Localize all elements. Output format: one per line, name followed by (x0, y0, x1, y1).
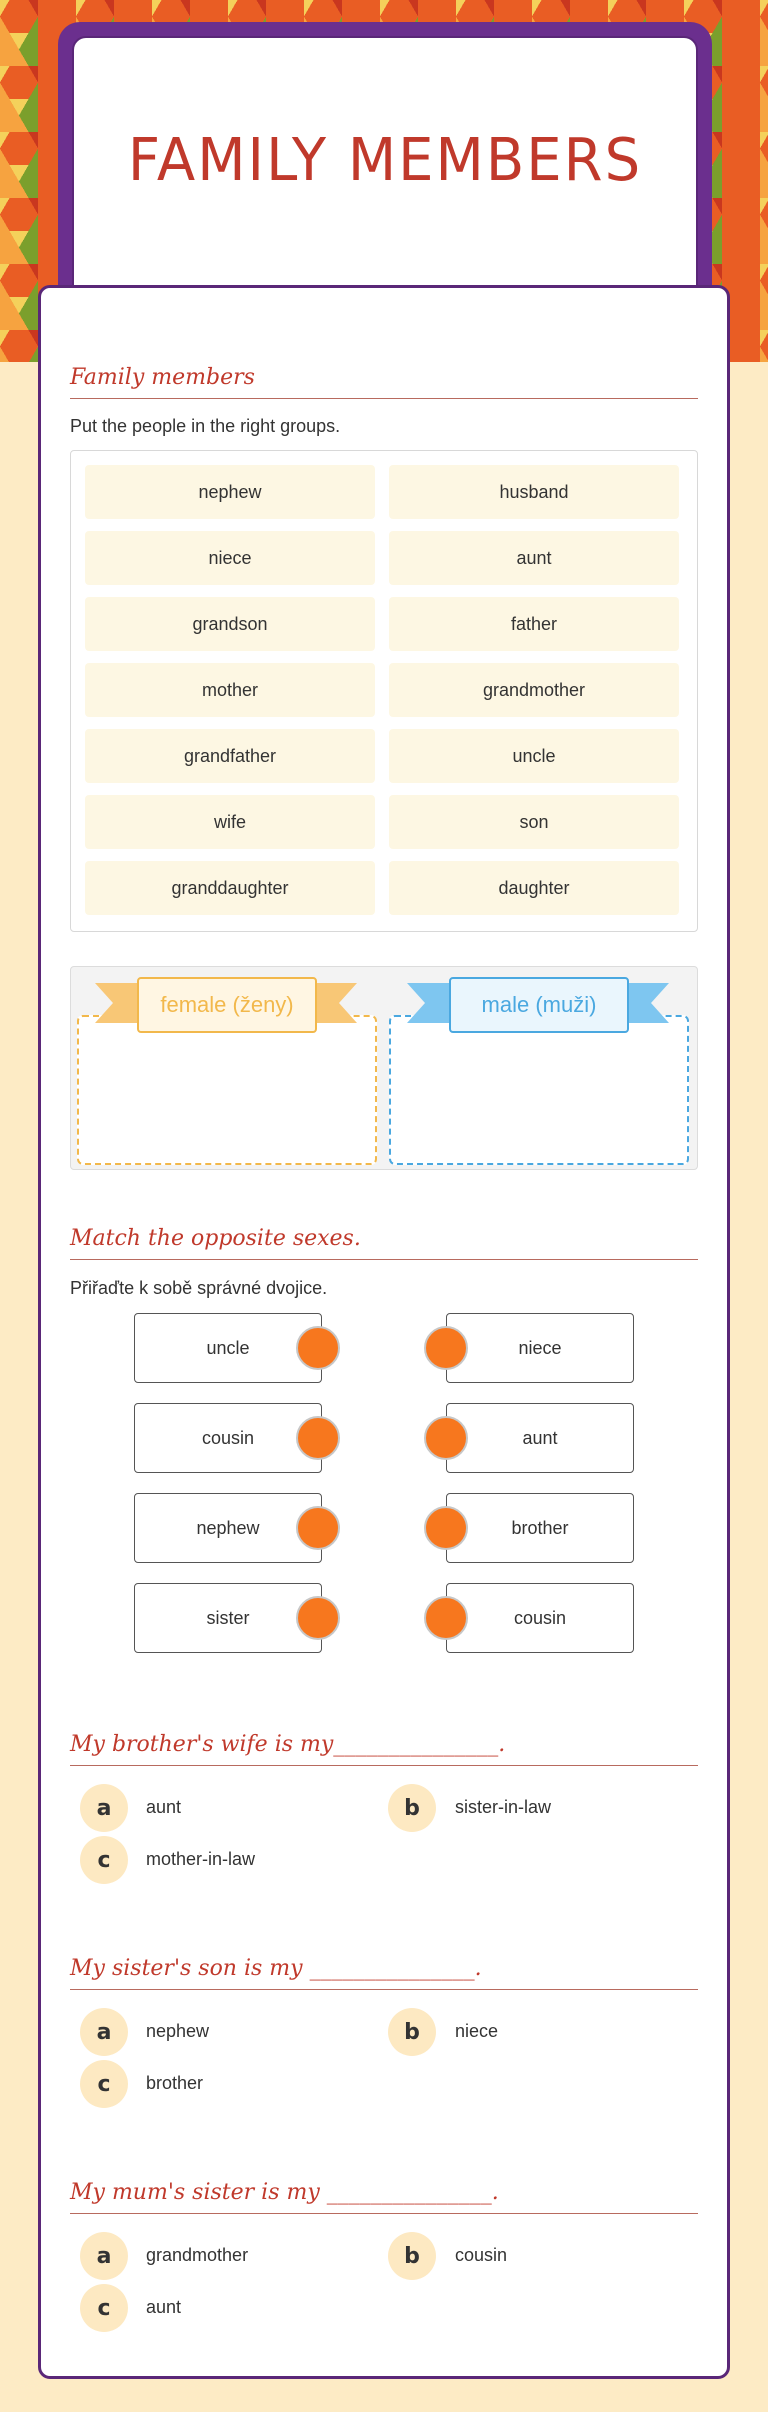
word-chip[interactable]: daughter (389, 861, 679, 915)
page-title: FAMILY MEMBERS (127, 126, 643, 195)
word-chip[interactable]: granddaughter (85, 861, 375, 915)
option-letter-a[interactable]: a (80, 2232, 128, 2280)
group-targets (70, 966, 698, 1170)
match-left-item[interactable]: cousin (134, 1403, 322, 1473)
word-chip[interactable]: son (389, 795, 679, 849)
section-title-family: Family members (70, 365, 698, 399)
option-letter-c[interactable]: c (80, 2284, 128, 2332)
question-title: My brother's wife is my_______________. (70, 1732, 698, 1766)
instruction-match: Přiřaďte k sobě správné dvojice. (70, 1278, 328, 1298)
match-connector[interactable] (296, 1416, 340, 1460)
match-connector[interactable] (296, 1506, 340, 1550)
word-chip[interactable]: nephew (85, 465, 375, 519)
option-letter-b[interactable]: b (388, 2232, 436, 2280)
instruction-groups: Put the people in the right groups. (70, 416, 341, 436)
option-text[interactable]: sister-in-law (455, 1797, 552, 1817)
match-left-item[interactable]: nephew (134, 1493, 322, 1563)
option-letter-c[interactable]: c (80, 2060, 128, 2108)
match-connector[interactable] (424, 1596, 468, 1640)
word-bank (70, 450, 698, 932)
option-text[interactable]: aunt (146, 2297, 182, 2317)
match-connector[interactable] (424, 1326, 468, 1370)
word-chip[interactable]: grandfather (85, 729, 375, 783)
option-text[interactable]: niece (455, 2021, 499, 2041)
option-text[interactable]: grandmother (146, 2245, 249, 2265)
match-right-item[interactable]: cousin (446, 1583, 634, 1653)
word-chip[interactable]: niece (85, 531, 375, 585)
word-chip[interactable]: mother (85, 663, 375, 717)
option-letter-a[interactable]: a (80, 2008, 128, 2056)
match-connector[interactable] (296, 1596, 340, 1640)
option-letter-a[interactable]: a (80, 1784, 128, 1832)
option-text[interactable]: nephew (146, 2021, 210, 2041)
match-connector[interactable] (424, 1416, 468, 1460)
word-chip[interactable]: grandmother (389, 663, 679, 717)
option-text[interactable]: mother-in-law (146, 1849, 256, 1869)
option-text[interactable]: brother (146, 2073, 204, 2093)
word-chip[interactable]: father (389, 597, 679, 651)
option-letter-c[interactable]: c (80, 1836, 128, 1884)
match-right-item[interactable]: niece (446, 1313, 634, 1383)
match-left-item[interactable]: sister (134, 1583, 322, 1653)
word-chip[interactable]: uncle (389, 729, 679, 783)
match-connector[interactable] (296, 1326, 340, 1370)
word-chip[interactable]: wife (85, 795, 375, 849)
section-title-match: Match the opposite sexes. (70, 1226, 698, 1260)
match-connector[interactable] (424, 1506, 468, 1550)
question-title: My sister's son is my _______________. (70, 1956, 698, 1990)
drop-zone-male[interactable] (389, 1015, 689, 1165)
word-chip[interactable]: aunt (389, 531, 679, 585)
option-text[interactable]: cousin (455, 2245, 508, 2265)
group-label-male: male (muži) (449, 977, 629, 1033)
option-letter-b[interactable]: b (388, 2008, 436, 2056)
word-chip[interactable]: husband (389, 465, 679, 519)
word-chip[interactable]: grandson (85, 597, 375, 651)
match-right-item[interactable]: brother (446, 1493, 634, 1563)
match-right-item[interactable]: aunt (446, 1403, 634, 1473)
drop-zone-female[interactable] (77, 1015, 377, 1165)
option-text[interactable]: aunt (146, 1797, 182, 1817)
group-label-female: female (ženy) (137, 977, 317, 1033)
match-left-item[interactable]: uncle (134, 1313, 322, 1383)
question-title: My mum's sister is my _______________. (70, 2180, 698, 2214)
option-letter-b[interactable]: b (388, 1784, 436, 1832)
